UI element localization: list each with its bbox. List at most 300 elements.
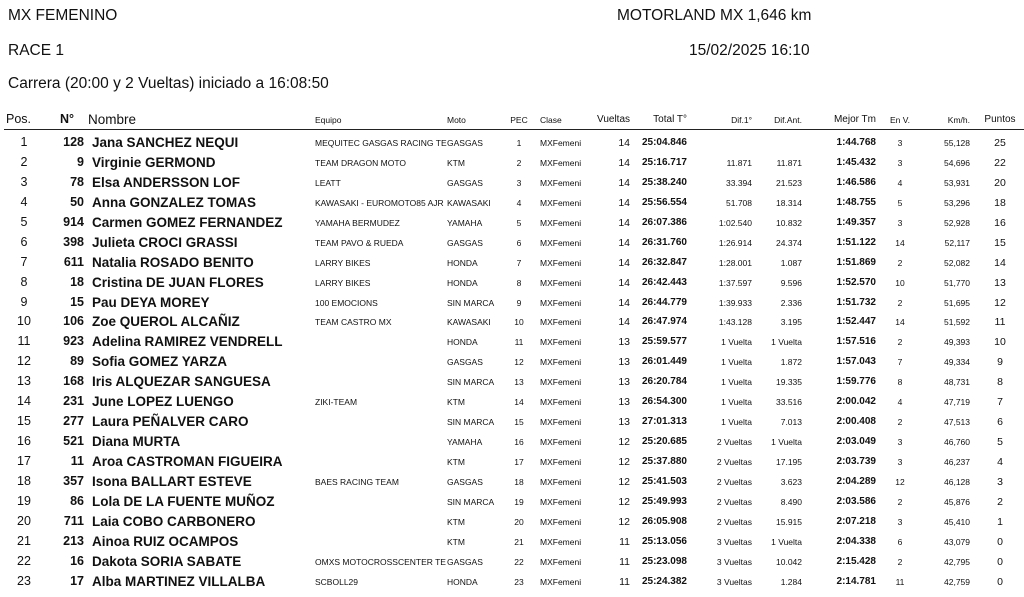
cell-pts: 9 (997, 356, 1003, 369)
cell-pos: 18 (17, 473, 31, 488)
championship-title: MX FEMENINO (8, 7, 118, 24)
cell-kmh: 45,410 (944, 516, 970, 527)
cell-pos: 1 (20, 135, 28, 149)
cell-pec: 20 (514, 516, 524, 527)
cell-env: 2 (897, 297, 903, 308)
col-header-difant: Dif.Ant. (774, 115, 802, 125)
cell-best: 2:00.408 (836, 416, 876, 428)
cell-pts: 7 (997, 396, 1003, 409)
cell-pec: 5 (516, 217, 522, 228)
table-row (0, 133, 1024, 153)
table-row (0, 472, 1024, 492)
cell-num: 231 (63, 394, 84, 409)
cell-env: 11 (895, 576, 905, 587)
cell-team: SCBOLL29 (315, 576, 358, 587)
cell-best: 1:51.869 (836, 256, 876, 268)
cell-num: 17 (70, 573, 84, 588)
table-row (0, 293, 1024, 313)
col-header-pec: PEC (510, 115, 528, 125)
cell-laps: 11 (619, 535, 630, 548)
cell-pec: 22 (514, 556, 524, 567)
cell-kmh: 47,513 (944, 417, 970, 428)
cell-pos: 2 (20, 154, 28, 169)
cell-difant: 21.523 (776, 177, 802, 188)
cell-name: Aroa CASTROMAN FIGUEIRA (92, 454, 283, 469)
cell-total: 25:49.993 (641, 495, 687, 507)
cell-dif1: 3 Vueltas (716, 536, 752, 547)
cell-moto: KTM (447, 516, 465, 527)
cell-team: TEAM DRAGON MOTO (315, 157, 406, 168)
cell-team: YAMAHA BERMUDEZ (315, 217, 400, 228)
cell-team: OMXS MOTOCROSSCENTER TE (315, 556, 446, 567)
cell-team: ZIKI-TEAM (315, 397, 358, 408)
cell-pos: 11 (17, 334, 31, 349)
cell-kmh: 55,128 (944, 138, 970, 148)
cell-pos: 14 (17, 394, 31, 409)
cell-dif1: 2 Vueltas (716, 437, 752, 448)
cell-env: 12 (895, 476, 905, 487)
cell-laps: 12 (618, 495, 630, 508)
col-header-name: Nombre (88, 112, 137, 127)
cell-best: 2:03.586 (836, 495, 876, 507)
cell-env: 2 (897, 496, 903, 507)
cell-name: Jana SANCHEZ NEQUI (92, 135, 239, 150)
table-row (0, 233, 1024, 253)
cell-moto: KTM (447, 157, 465, 168)
cell-pts: 15 (994, 236, 1006, 249)
cell-total: 25:16.717 (641, 156, 687, 168)
cell-team: LARRY BIKES (315, 277, 371, 288)
cell-name: Carmen GOMEZ FERNANDEZ (92, 214, 283, 230)
cell-num: 16 (70, 553, 84, 568)
cell-laps: 13 (618, 396, 630, 409)
cell-kmh: 48,731 (944, 377, 970, 388)
cell-clase: MXFemeni (540, 437, 582, 448)
cell-best: 1:57.043 (836, 356, 876, 368)
cell-total: 25:24.382 (641, 575, 687, 587)
cell-total: 26:54.300 (641, 396, 687, 408)
cell-best: 1:44.768 (836, 137, 876, 148)
cell-moto: HONDA (447, 576, 478, 587)
cell-name: Lola DE LA FUENTE MUÑOZ (92, 493, 275, 509)
cell-total: 25:41.503 (641, 475, 687, 487)
cell-best: 1:57.516 (836, 336, 876, 348)
cell-clase: MXFemeni (540, 496, 582, 507)
cell-pec: 23 (514, 576, 524, 587)
cell-clase: MXFemeni (540, 516, 582, 527)
cell-name: Laia COBO CARBONERO (92, 513, 256, 529)
results-table-header (0, 110, 1024, 130)
cell-best: 2:03.049 (836, 436, 876, 448)
cell-env: 2 (897, 417, 903, 428)
cell-difant: 19.335 (776, 377, 802, 388)
cell-env: 8 (897, 377, 903, 388)
cell-moto: HONDA (447, 257, 478, 268)
cell-moto: YAMAHA (447, 217, 483, 228)
cell-moto: KAWASAKI (447, 197, 491, 208)
cell-kmh: 42,795 (944, 556, 970, 567)
cell-name: Pau DEYA MOREY (92, 294, 210, 310)
cell-team: LARRY BIKES (315, 257, 371, 268)
cell-moto: GASGAS (447, 237, 483, 248)
table-row (0, 153, 1024, 173)
cell-name: Natalia ROSADO BENITO (92, 254, 254, 270)
race-datetime: 15/02/2025 16:10 (689, 42, 810, 59)
cell-total: 25:23.098 (641, 555, 687, 567)
cell-env: 5 (897, 197, 903, 208)
cell-num: 923 (63, 334, 84, 349)
cell-pos: 4 (20, 194, 28, 209)
cell-pts: 0 (997, 575, 1003, 588)
cell-team: TEAM PAVO & RUEDA (315, 237, 404, 248)
col-header-num: N° (60, 112, 75, 126)
cell-name: Ainoa RUIZ OCAMPOS (92, 533, 239, 549)
cell-total: 25:04.846 (641, 137, 687, 148)
table-row (0, 412, 1024, 432)
cell-moto: HONDA (447, 277, 478, 288)
cell-best: 2:00.042 (836, 396, 876, 408)
cell-kmh: 53,296 (944, 197, 970, 208)
cell-num: 521 (63, 434, 84, 449)
cell-dif1: 1:37.597 (718, 277, 752, 288)
cell-dif1: 1 Vuelta (721, 357, 752, 368)
cell-dif1: 3 Vueltas (716, 576, 752, 587)
cell-pts: 0 (997, 535, 1003, 548)
cell-team: KAWASAKI - EUROMOTO85 AJR (315, 197, 444, 208)
cell-total: 26:31.760 (641, 236, 687, 248)
cell-pec: 8 (516, 277, 522, 288)
cell-pos: 13 (17, 374, 31, 389)
cell-moto: GASGAS (447, 357, 483, 368)
cell-clase: MXFemeni (540, 157, 582, 168)
cell-moto: SIN MARCA (447, 377, 495, 388)
cell-name: Adelina RAMIREZ VENDRELL (92, 334, 283, 350)
cell-env: 3 (897, 138, 903, 148)
cell-pts: 25 (994, 137, 1006, 149)
cell-kmh: 45,876 (944, 496, 970, 507)
table-row (0, 532, 1024, 552)
cell-best: 1:49.357 (836, 216, 876, 228)
cell-pos: 8 (20, 274, 28, 289)
cell-kmh: 51,695 (944, 297, 970, 308)
cell-moto: KTM (447, 536, 465, 547)
cell-num: 213 (63, 533, 84, 548)
cell-env: 2 (897, 257, 903, 268)
cell-difant: 3.623 (780, 476, 802, 487)
cell-env: 14 (895, 237, 905, 248)
cell-pec: 15 (514, 417, 524, 428)
cell-difant: 33.516 (776, 397, 802, 408)
cell-pec: 11 (514, 337, 524, 348)
cell-pts: 1 (997, 515, 1003, 528)
cell-total: 26:42.443 (641, 276, 687, 288)
cell-best: 2:04.338 (836, 535, 876, 547)
cell-clase: MXFemeni (540, 277, 582, 288)
cell-moto: SIN MARCA (447, 417, 495, 428)
cell-laps: 14 (618, 236, 630, 249)
cell-dif1: 1 Vuelta (721, 337, 752, 348)
cell-total: 26:47.974 (641, 316, 687, 328)
cell-clase: MXFemeni (540, 377, 582, 388)
cell-num: 78 (70, 174, 84, 189)
cell-total: 27:01.313 (641, 416, 687, 428)
cell-pec: 9 (516, 297, 522, 308)
cell-moto: SIN MARCA (447, 297, 495, 308)
cell-pos: 19 (17, 493, 31, 508)
col-header-dif1: Dif.1° (731, 115, 752, 125)
cell-laps: 13 (618, 336, 630, 349)
cell-clase: MXFemeni (540, 257, 582, 268)
cell-dif1: 1:39.933 (718, 297, 752, 308)
cell-pos: 6 (20, 234, 28, 249)
cell-env: 14 (895, 317, 905, 328)
cell-pec: 7 (516, 257, 522, 268)
cell-laps: 14 (618, 176, 630, 189)
cell-laps: 12 (618, 475, 630, 488)
cell-pos: 23 (17, 573, 31, 588)
cell-total: 26:07.386 (641, 216, 687, 228)
cell-name: June LOPEZ LUENGO (92, 394, 234, 410)
cell-total: 25:56.554 (641, 196, 687, 208)
cell-difant: 24.374 (776, 237, 802, 248)
cell-env: 3 (897, 217, 903, 228)
cell-clase: MXFemeni (540, 556, 582, 567)
cell-pts: 18 (994, 196, 1006, 209)
cell-num: 11 (70, 454, 84, 468)
cell-num: 711 (63, 513, 84, 528)
cell-env: 3 (897, 157, 903, 168)
cell-dif1: 1 Vuelta (721, 417, 752, 428)
cell-pec: 19 (514, 496, 524, 507)
cell-clase: MXFemeni (540, 197, 582, 208)
table-row (0, 572, 1024, 592)
cell-pos: 7 (20, 254, 28, 269)
cell-name: Diana MURTA (92, 434, 181, 450)
results-table-body (0, 133, 1024, 592)
cell-laps: 14 (618, 296, 630, 309)
cell-pec: 6 (516, 237, 522, 248)
cell-team: MEQUITEC GASGAS RACING TE (315, 138, 447, 148)
cell-clase: MXFemeni (540, 576, 582, 587)
cell-pec: 16 (514, 437, 524, 448)
cell-difant: 11.871 (776, 157, 802, 168)
col-header-env: En V. (889, 115, 910, 125)
cell-kmh: 52,117 (944, 237, 970, 248)
cell-difant: 10.832 (776, 217, 802, 228)
table-row (0, 372, 1024, 392)
cell-dif1: 11.871 (726, 157, 752, 168)
cell-difant: 1.872 (780, 357, 802, 368)
cell-difant: 1 Vuelta (771, 536, 802, 547)
cell-pts: 12 (994, 296, 1006, 309)
cell-difant: 7.013 (780, 417, 802, 428)
cell-num: 611 (63, 254, 84, 269)
cell-num: 15 (70, 294, 84, 309)
cell-total: 25:59.577 (641, 336, 687, 348)
cell-kmh: 46,237 (944, 457, 970, 467)
cell-total: 25:37.880 (641, 456, 687, 467)
race-info: Carrera (20:00 y 2 Vueltas) iniciado a 16:08:50 (8, 75, 329, 92)
cell-laps: 11 (619, 575, 630, 588)
cell-env: 6 (897, 536, 903, 547)
cell-best: 2:15.428 (836, 555, 876, 567)
cell-pec: 3 (516, 177, 522, 188)
cell-difant: 1 Vuelta (771, 437, 802, 448)
cell-best: 1:52.570 (836, 276, 876, 288)
cell-kmh: 46,760 (944, 437, 970, 448)
cell-clase: MXFemeni (540, 177, 582, 188)
cell-dif1: 2 Vueltas (716, 476, 752, 487)
table-row (0, 193, 1024, 213)
cell-pts: 16 (994, 216, 1006, 229)
cell-pts: 0 (997, 555, 1003, 568)
cell-best: 1:59.776 (836, 376, 876, 388)
cell-num: 18 (70, 274, 84, 289)
cell-laps: 13 (618, 376, 630, 389)
cell-best: 1:52.447 (836, 316, 876, 328)
cell-env: 2 (897, 556, 903, 567)
cell-env: 10 (895, 277, 905, 288)
table-row (0, 352, 1024, 372)
cell-total: 25:13.056 (641, 535, 687, 547)
cell-clase: MXFemeni (540, 357, 582, 368)
cell-dif1: 1:43.128 (718, 317, 752, 328)
cell-moto: YAMAHA (447, 437, 483, 448)
cell-env: 7 (897, 357, 903, 368)
cell-name: Elsa ANDERSSON LOF (92, 174, 241, 190)
cell-clase: MXFemeni (540, 237, 582, 248)
cell-kmh: 49,334 (944, 357, 970, 368)
cell-difant: 18.314 (776, 197, 802, 208)
cell-pec: 17 (514, 457, 524, 467)
cell-pts: 11 (994, 316, 1006, 329)
col-header-total: Total T° (653, 114, 687, 125)
cell-dif1: 2 Vueltas (716, 457, 752, 467)
cell-num: 168 (63, 374, 84, 389)
cell-env: 3 (897, 516, 903, 527)
cell-difant: 15.915 (776, 516, 802, 527)
cell-laps: 13 (618, 356, 630, 369)
cell-laps: 12 (618, 436, 630, 449)
col-header-team: Equipo (315, 115, 342, 125)
cell-best: 2:04.289 (836, 475, 876, 487)
cell-pts: 10 (994, 336, 1006, 349)
cell-dif1: 3 Vueltas (716, 556, 752, 567)
cell-laps: 14 (618, 196, 630, 209)
cell-pts: 14 (994, 256, 1006, 269)
cell-num: 86 (70, 493, 84, 508)
cell-pec: 2 (516, 157, 522, 168)
cell-pec: 10 (514, 317, 524, 328)
cell-pec: 21 (514, 536, 524, 547)
cell-name: Iris ALQUEZAR SANGUESA (92, 374, 271, 390)
col-header-best: Mejor Tm (833, 114, 876, 125)
cell-pos: 17 (17, 454, 31, 468)
cell-dif1: 33.394 (726, 177, 752, 188)
cell-pts: 22 (994, 156, 1006, 169)
cell-clase: MXFemeni (540, 457, 582, 467)
cell-num: 398 (63, 234, 84, 249)
cell-num: 357 (63, 473, 84, 488)
cell-name: Julieta CROCI GRASSI (92, 234, 238, 250)
cell-best: 2:07.218 (836, 515, 876, 527)
col-header-moto: Moto (447, 115, 466, 125)
cell-kmh: 51,592 (944, 317, 970, 328)
cell-pts: 8 (997, 376, 1003, 389)
cell-dif1: 2 Vueltas (716, 496, 752, 507)
cell-best: 2:03.739 (836, 456, 876, 467)
table-row (0, 432, 1024, 452)
cell-pos: 22 (17, 553, 31, 568)
table-row (0, 392, 1024, 412)
cell-name: Anna GONZALEZ TOMAS (92, 194, 256, 210)
cell-kmh: 42,759 (944, 576, 970, 587)
cell-name: Isona BALLART ESTEVE (92, 473, 252, 489)
table-row (0, 512, 1024, 532)
cell-clase: MXFemeni (540, 138, 582, 148)
cell-pts: 20 (994, 176, 1006, 189)
cell-kmh: 54,696 (944, 157, 970, 168)
cell-laps: 14 (618, 316, 630, 329)
cell-clase: MXFemeni (540, 217, 582, 228)
cell-moto: GASGAS (447, 556, 483, 567)
cell-kmh: 53,931 (944, 177, 970, 188)
col-header-kmh: Km/h. (947, 115, 970, 125)
cell-pos: 10 (17, 314, 31, 329)
cell-laps: 14 (618, 156, 630, 169)
cell-num: 106 (63, 314, 84, 329)
table-row (0, 332, 1024, 352)
cell-total: 26:05.908 (641, 515, 687, 527)
table-row (0, 452, 1024, 472)
cell-total: 26:32.847 (641, 256, 687, 268)
cell-name: Virginie GERMOND (92, 154, 216, 170)
cell-moto: KAWASAKI (447, 317, 491, 328)
cell-pec: 12 (514, 357, 524, 368)
table-row (0, 173, 1024, 193)
cell-moto: GASGAS (447, 177, 483, 188)
cell-total: 26:01.449 (641, 356, 687, 368)
cell-team: BAES RACING TEAM (315, 476, 399, 487)
cell-difant: 1 Vuelta (771, 337, 802, 348)
table-row (0, 273, 1024, 293)
cell-pec: 14 (514, 397, 524, 408)
table-row (0, 213, 1024, 233)
cell-difant: 8.490 (780, 496, 802, 507)
cell-difant: 1.284 (780, 576, 802, 587)
cell-pos: 21 (17, 533, 31, 548)
col-header-pos: Pos. (6, 112, 32, 126)
table-row (0, 492, 1024, 512)
cell-pos: 20 (17, 513, 31, 528)
cell-name: Laura PEÑALVER CARO (92, 414, 249, 430)
cell-pts: 2 (997, 495, 1003, 508)
cell-env: 4 (897, 397, 903, 408)
cell-num: 914 (63, 214, 84, 229)
cell-best: 1:51.122 (836, 236, 876, 248)
cell-kmh: 47,719 (944, 397, 970, 408)
cell-kmh: 49,393 (944, 337, 970, 348)
cell-name: Zoe QUEROL ALCAÑIZ (92, 314, 240, 330)
cell-dif1: 1 Vuelta (721, 377, 752, 388)
cell-num: 9 (77, 154, 84, 169)
cell-kmh: 51,770 (944, 277, 970, 288)
cell-num: 128 (63, 135, 84, 149)
cell-team: 100 EMOCIONS (315, 297, 378, 308)
cell-clase: MXFemeni (540, 476, 582, 487)
cell-dif1: 1:02.540 (718, 217, 752, 228)
cell-pts: 6 (997, 416, 1003, 429)
